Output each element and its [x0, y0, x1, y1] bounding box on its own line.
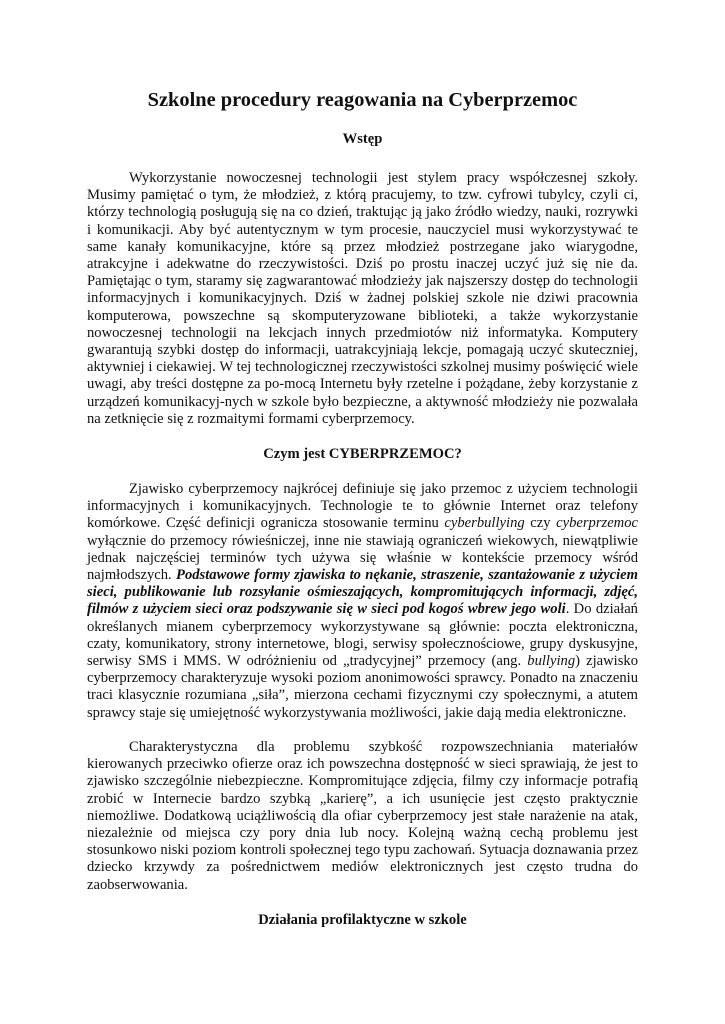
italic-term-cyberbullying: cyberbullying	[444, 515, 525, 532]
section-heading-intro: Wstęp	[342, 131, 383, 147]
text-run: ) zjawisko cyberprzemocy charakteryzuje wysoki poziom anonimowości sprawcy. Ponadto na znaczeniu traci klasycznie rozumiana „siła”, mierzona cechami fizycznymi czy społecznymi, a atutem sprawcy staje się umiejętność wykorzystywania możliwości, jakie dają media elektroniczne.	[87, 653, 639, 721]
bold-italic-forms: Podstawowe formy zjawiska to nękanie, straszenie, szantażowanie z użyciem sieci, publikowanie lub rozsyłanie ośmieszających, kompromitujących informacji, zdjęć, filmów z użyciem sieci oraz podszywanie się w sieci pod kogoś wbrew jego woli	[87, 567, 639, 618]
paragraph-characteristics: Charakterystyczna dla problemu szybkość rozpowszechniania materiałów kierowanych przeciwko ofierze oraz ich powszechna dostępność w sieci sprawiają, że jest to zjawisko szczególnie niebezpieczne. Kompromitujące zdjęcia, filmy czy informacje potrafią zrobić w Internecie bardzo szybką „karierę”, a ich usunięcie jest często praktycznie niemożliwe. Dodatkową uciążliwością dla ofiar cyberprzemocy jest stałe narażenie na atak, niezależnie od miejsca czy pory dnia lub nocy. Kolejną ważną cechą problemu jest stosunkowo niski poziom kontroli społecznej tego typu zachowań. Sytuacja doznawania przez dziecko krzywdy za pośrednictwem mediów elektronicznych jest często trudna do zaobserwowania.	[87, 738, 638, 893]
text-run: . Do działań określanych mianem cyberprzemocy wykorzystywane są głównie: poczta elektroniczna, czaty, komunikatory, strony internetowe, blogi, serwisy społecznościowe, grupy dyskusyjne, serwisy SMS i MMS. W odróżnieniu od „tradycyjnej” przemocy (ang.	[87, 601, 638, 670]
document-title: Szkolne procedury reagowania na Cyberprzemoc	[147, 89, 578, 111]
section-heading-what-is: Czym jest CYBERPRZEMOC?	[263, 446, 462, 463]
text-run: Zjawisko cyberprzemocy najkrócej definiuje się jako przemoc z użyciem technologii informacyjnych i komunikacyjnych. Technologie te to głównie Internet oraz telefony komórkowe. Część definicji ogranicza stosowanie terminu	[87, 481, 638, 532]
text-run: czy	[524, 515, 557, 532]
text-run: wyłącznie do przemocy rówieśniczej, inne nie stawiają ograniczeń wiekowych, niewątpliwie jednak najczęściej terminów tych używa się właśnie w kontekście przemocy wśród najmłodszych.	[87, 532, 638, 584]
italic-term-bullying: bullying	[527, 653, 576, 670]
section-heading-prevention: Działania profilaktyczne w szkole	[258, 911, 467, 928]
paragraph-definition	[87, 481, 638, 722]
paragraph-intro: Wykorzystanie nowoczesnej technologii jest stylem pracy współczesnej szkoły. Musimy pamiętać o tym, że młodzież, z którą pracujemy, to tzw. cyfrowi tubylcy, czyli ci, którzy technologią posługują się na co dzień, traktując ją jako źródło wiedzy, nauki, rozrywki i komunikacji. Aby być autentycznym w tym procesie, nauczyciel musi wykorzystywać te same kanały komunikacyjne, które są przez młodzież postrzegane jako wiarygodne, atrakcyjne i adekwatne do rzeczywistości. Dziś po prostu inaczej uczyć już się nie da. Pamiętając o tym, staramy się zagwarantować młodzieży jak najszerszy dostęp do technologii informacyjnych i komunikacyjnych. Dziś w żadnej polskiej szkole nie dziwi pracownia komputerowa, powszechne są skomputeryzowane biblioteki, a także wykorzystanie nowoczesnej technologii na lekcjach innych przedmiotów niż informatyka. Komputery gwarantują szybki dostęp do informacji, uatrakcyjniają lekcje, pomagają uczyć skuteczniej, aktywniej i ciekawiej. W tej technologicznej rzeczywistości szkolnej musimy poświęcić wiele uwagi, aby treści dostępne za po-mocą Internetu były rzetelne i pożądane, żeby korzystanie z urządzeń komunikacyj-nych w szkole było bezpieczne, a aktywność młodzieży nie pozwalała na zetknięcie się z rozmaitymi formami cyberprzemocy.	[87, 170, 638, 427]
italic-term-cyberprzemoc: cyberprzemoc	[556, 515, 638, 532]
